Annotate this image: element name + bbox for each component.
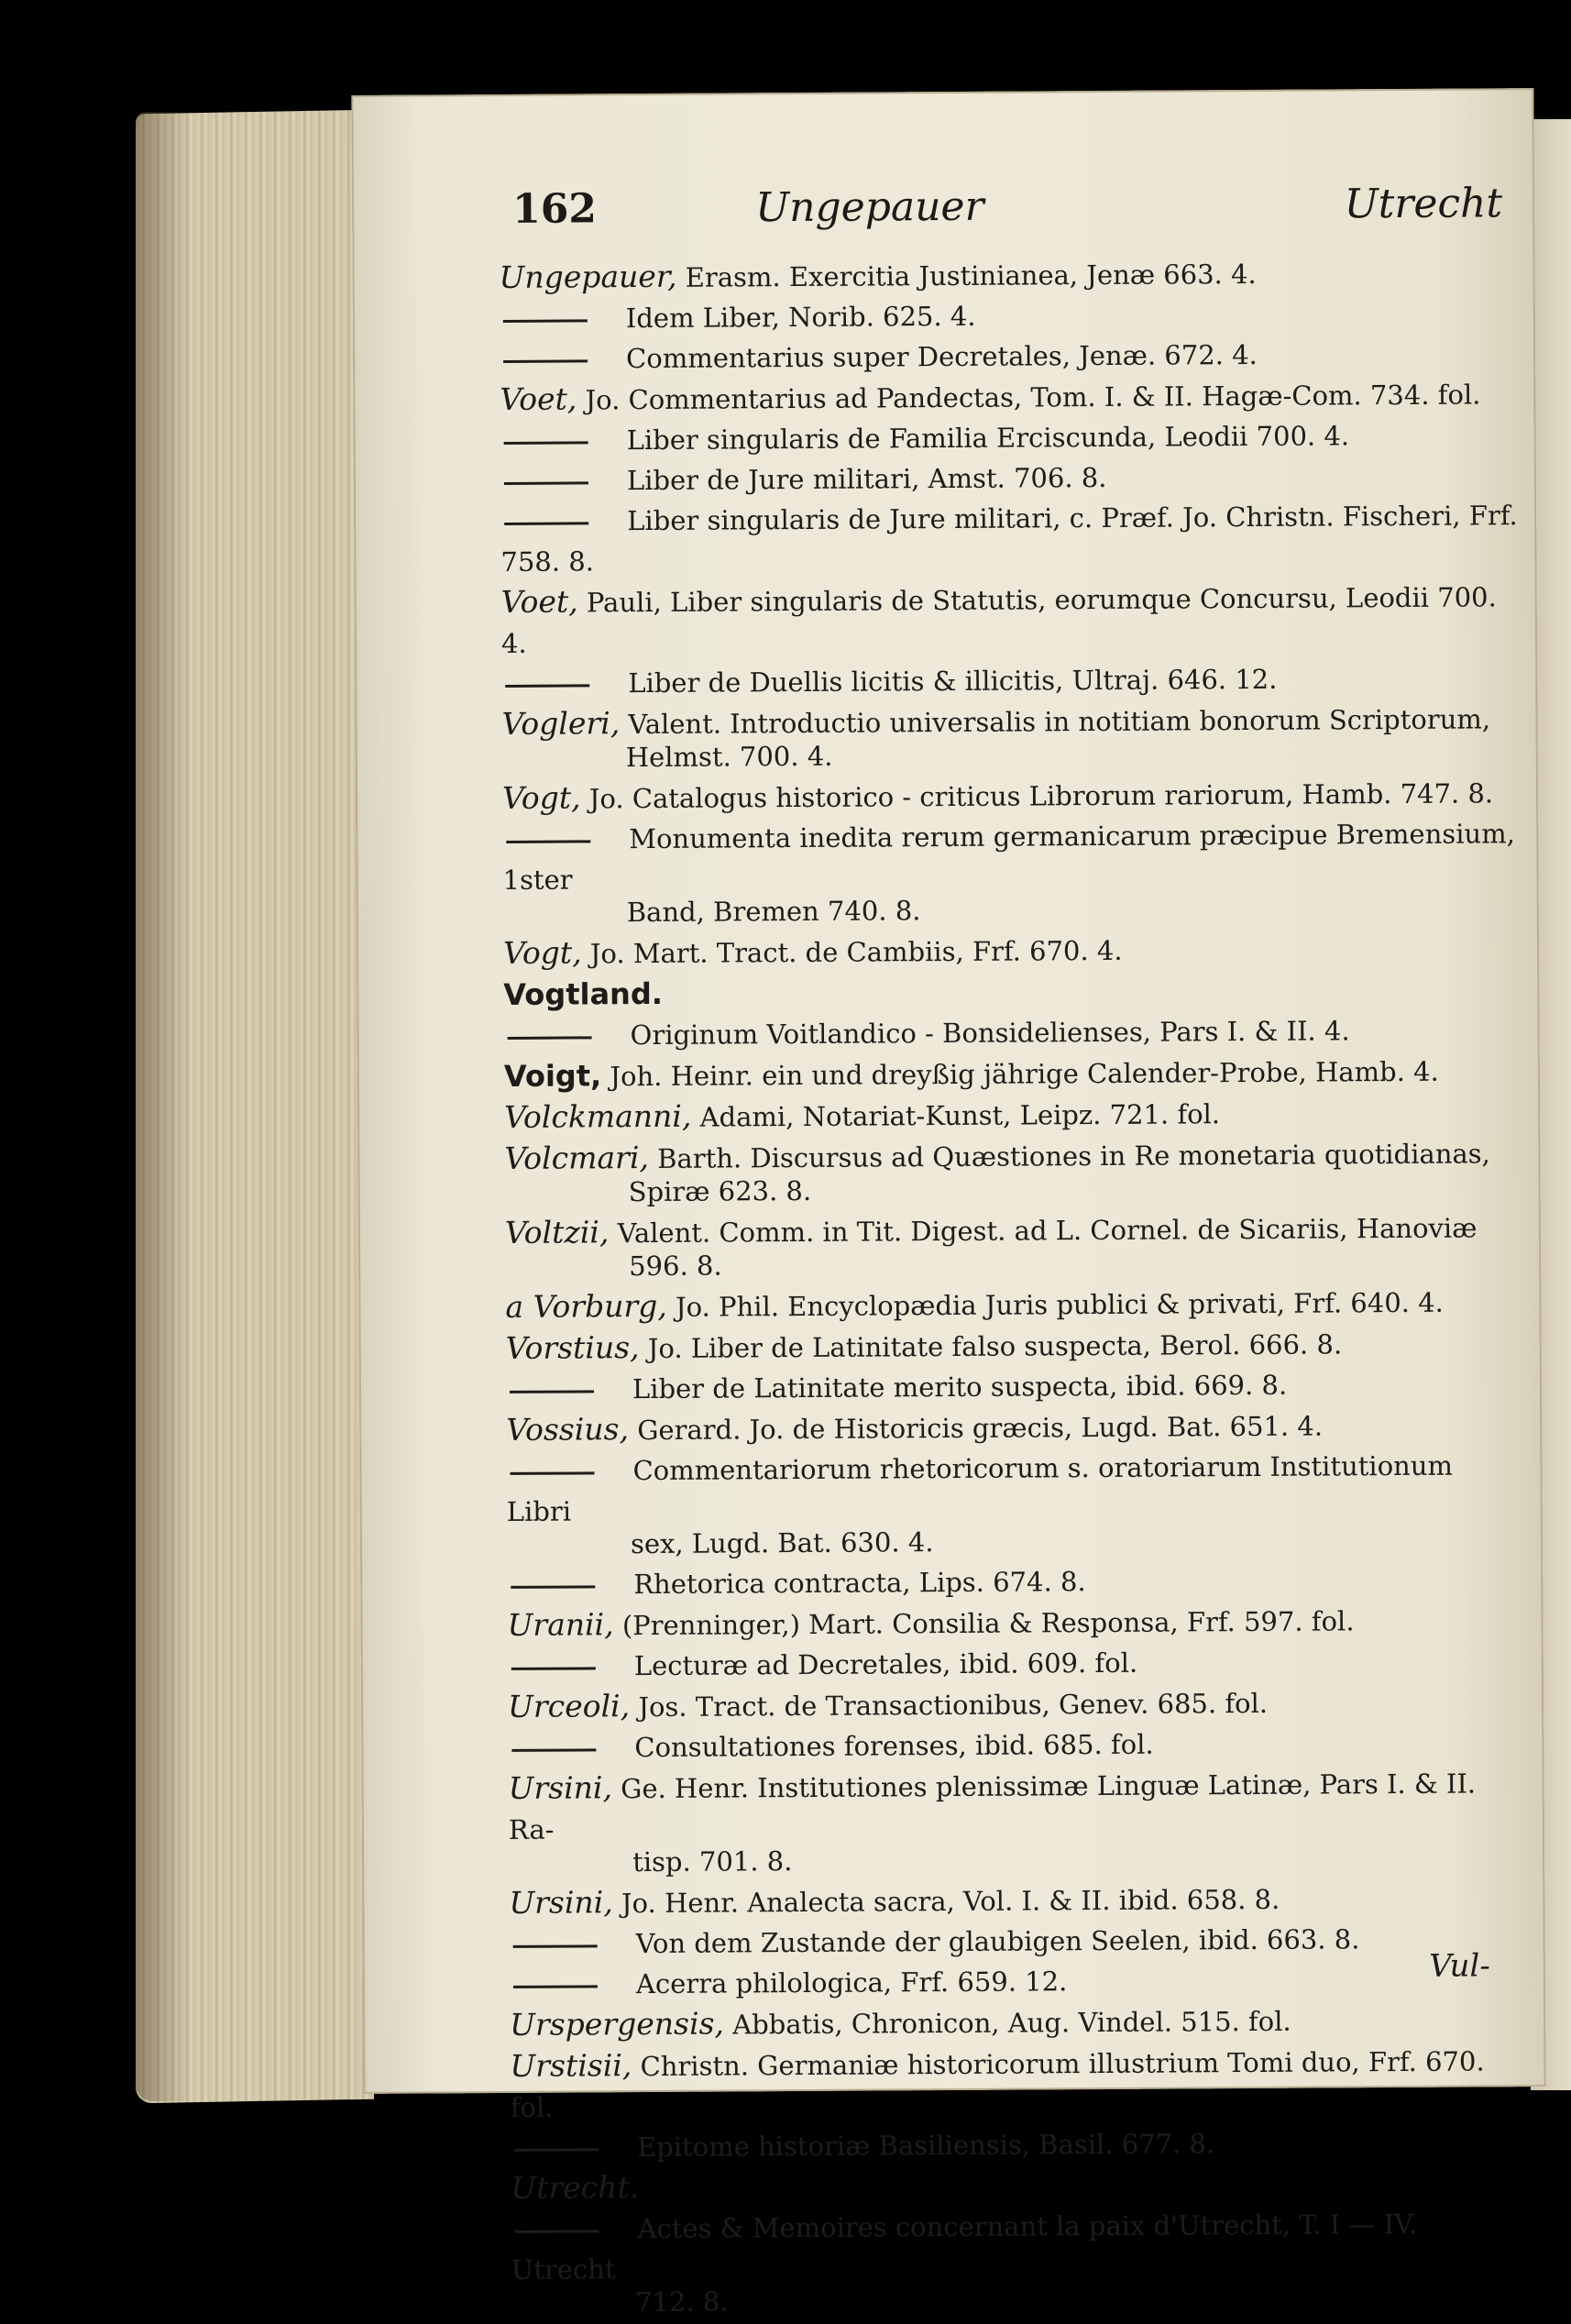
- entry-author: Volckmanni,: [504, 1097, 692, 1135]
- entry-author: Urceoli,: [507, 1688, 631, 1724]
- entry-author: a Vorburg,: [505, 1287, 667, 1325]
- entry-author: Ungepauer,: [499, 258, 677, 295]
- catalog-entry: [500, 292, 1517, 339]
- entry-text: (Prenninger,) Mart. Consilia & Responsa, Frf. 597. fol.: [613, 1605, 1355, 1642]
- catalog-entry: [510, 2040, 1528, 2128]
- ditto-dash: [515, 2230, 599, 2233]
- entry-text: Jo. Catalogus historico - criticus Librorum rariorum, Hamb. 747. 8.: [580, 777, 1494, 815]
- ditto-dash: [511, 1667, 596, 1670]
- entry-continuation: Band, Bremen 740. 8.: [626, 895, 921, 929]
- entry-author: Voet,: [500, 583, 578, 620]
- entry-author: Volcmari,: [504, 1139, 650, 1176]
- entry-continuation: Spiræ 623. 8.: [628, 1174, 812, 1208]
- catalog-entry: [508, 1680, 1525, 1728]
- entry-author: Voet,: [500, 380, 577, 417]
- entry-text: Jo. Phil. Encyclopædia Juris publici & privati, Frf. 640. 4.: [666, 1286, 1444, 1323]
- entry-continuation: 596. 8.: [629, 1250, 722, 1283]
- entry-text: Lecturæ ad Decretales, ibid. 609. fol.: [633, 1647, 1138, 1682]
- ditto-dash: [508, 1036, 592, 1040]
- ditto-dash: [513, 1944, 598, 1948]
- catalog-entry: [511, 2203, 1529, 2323]
- catalog-entry: [503, 1009, 1521, 1056]
- ditto-dash: [510, 1390, 594, 1393]
- entry-author: Ursini,: [508, 1769, 613, 1806]
- entry-text: Jo. Henr. Analecta sacra, Vol. I. & II. ibid. 658. 8.: [612, 1883, 1280, 1920]
- entry-continuation: sex, Lugd. Bat. 630. 4.: [630, 1526, 934, 1560]
- entry-heading: Voigt,: [503, 1058, 602, 1094]
- entry-text: Liber singularis de Jure militari, c. Præf. Jo. Christn. Fischeri, Frf. 758. 8.: [500, 500, 1518, 578]
- entry-author: Voltzii,: [504, 1214, 610, 1250]
- catalog-entry: [511, 2162, 1528, 2209]
- entry-text: Liber de Jure militari, Amst. 706. 8.: [626, 461, 1107, 497]
- catalog-entry: [510, 1918, 1527, 1965]
- entry-text: Christn. Germaniæ historicorum illustrium Tomi duo, Frf. 670. fol.: [510, 2045, 1485, 2123]
- catchword: Vul-: [1429, 1947, 1490, 1985]
- catalog-entry: [504, 1132, 1522, 1213]
- ditto-dash: [511, 1748, 596, 1752]
- catalog-entry: [502, 772, 1520, 820]
- entry-author: Urstisii,: [510, 2047, 632, 2084]
- entry-text: Valent. Comm. in Tit. Digest. ad L. Cornel. de Sicariis, Hanoviæ: [609, 1212, 1478, 1250]
- entry-text: Joh. Heinr. ein und dreyßig jährige Calender-Probe, Hamb. 4.: [601, 1055, 1439, 1093]
- catalog-entry: [501, 698, 1519, 778]
- entry-author: Ursini,: [509, 1884, 613, 1921]
- catalog-entry: [510, 1958, 1527, 2005]
- entry-text: Originum Voitlandico - Bonsidelienses, Pars I. & II. 4.: [630, 1015, 1350, 1052]
- catalog-entries: [499, 251, 1529, 2323]
- entry-text: Jo. Liber de Latinitate falso suspecta, Berol. 666. 8.: [639, 1328, 1343, 1365]
- ditto-dash: [513, 1985, 598, 1988]
- entry-author: Uranii,: [507, 1606, 614, 1643]
- entry-text: Liber de Latinitate merito suspecta, ibid. 669. 8.: [632, 1369, 1288, 1405]
- entry-text: Barth. Discursus ad Quæstiones in Re monetaria quotidianas,: [648, 1138, 1490, 1174]
- catalog-entry: [503, 927, 1521, 975]
- entry-continuation: 712. 8.: [634, 2285, 729, 2318]
- entry-author: Urspergensis,: [510, 2005, 725, 2043]
- entry-author: Vogt,: [501, 779, 581, 816]
- book-page: [351, 88, 1545, 2318]
- entry-text: Adami, Notariat-Kunst, Leipz. 721. fol.: [691, 1098, 1221, 1133]
- entry-text: Ge. Henr. Institutiones plenissimæ Linguæ Latinæ, Pars I. & II. Ra-: [508, 1768, 1477, 1845]
- entry-text: Commentarius super Decretales, Jenæ. 672. 4.: [626, 338, 1258, 375]
- catalog-entry: [507, 1599, 1524, 1647]
- catalog-entry: [509, 1877, 1526, 1924]
- catalog-entry: [507, 1559, 1524, 1605]
- entry-text: Idem Liber, Norib. 625. 4.: [625, 300, 976, 335]
- catalog-entry: [500, 455, 1518, 501]
- catalog-entry: [502, 813, 1521, 933]
- entry-text: Abbatis, Chronicon, Aug. Vindel. 515. fol.: [723, 2005, 1291, 2041]
- catalog-entry: [499, 251, 1516, 299]
- ditto-dash: [511, 1585, 595, 1589]
- ditto-dash: [514, 2148, 599, 2152]
- entry-continuation: tisp. 701. 8.: [632, 1845, 793, 1878]
- entry-text: Erasm. Exercitia Justinianea, Jenæ 663. 4.: [676, 258, 1257, 293]
- entry-text: Valent. Introductio universalis in notitiam bonorum Scriptorum,: [620, 703, 1491, 741]
- catalog-entry: [505, 1281, 1522, 1328]
- catalog-entry: [504, 1091, 1522, 1139]
- entry-text: Acerra philologica, Frf. 659. 12.: [635, 1966, 1068, 2000]
- ditto-dash: [504, 481, 588, 485]
- entry-text: Epitome historiæ Basiliensis, Basil. 677. 8.: [636, 2128, 1215, 2164]
- entry-text: Liber singularis de Familia Erciscunda, Leodii 700. 4.: [626, 420, 1350, 457]
- catalog-entry: [511, 2121, 1528, 2168]
- entry-text: Jos. Tract. de Transactionibus, Genev. 685. fol.: [630, 1687, 1269, 1724]
- ditto-dash: [505, 684, 589, 688]
- ditto-dash: [511, 1471, 595, 1475]
- entry-author: Utrecht.: [511, 2169, 640, 2206]
- catalog-entry: [506, 1363, 1523, 1410]
- header-left-word: Ungepauer: [754, 182, 984, 232]
- catalog-entry: [500, 495, 1519, 582]
- entry-text: Pauli, Liber singularis de Statutis, eorumque Concursu, Leodii 700. 4.: [500, 581, 1497, 659]
- entry-text: Actes & Memoires concernant la paix d'Utrecht, T. I — IV. Utrecht: [511, 2208, 1418, 2285]
- ditto-dash: [503, 359, 588, 363]
- catalog-entry: [505, 1206, 1522, 1287]
- entry-continuation: Helmst. 700. 4.: [625, 740, 833, 774]
- ditto-dash: [504, 522, 588, 525]
- entry-author: Vogleri,: [501, 705, 621, 742]
- entry-text: Von dem Zustande der glaubigen Seelen, ibid. 663. 8.: [635, 1923, 1360, 1960]
- catalog-entry: [506, 1322, 1523, 1370]
- page-number: 162: [511, 185, 598, 233]
- catalog-entry: [506, 1404, 1523, 1451]
- ditto-dash: [506, 840, 590, 843]
- entry-text: Monumenta inedita rerum germanicarum præcipue Bremensium, 1ster: [502, 818, 1515, 896]
- entry-text: Commentariorum rhetoricorum s. oratoriarum Institutionum Libri: [506, 1449, 1454, 1527]
- catalog-entry: [500, 333, 1517, 380]
- header-right-word: Utrecht: [1344, 180, 1503, 228]
- catalog-entry: [500, 373, 1517, 421]
- catalog-entry: [508, 1640, 1525, 1687]
- entry-text: Liber de Duellis licitis & illicitis, Ultraj. 646. 12.: [628, 663, 1278, 699]
- entry-heading: Vogtland.: [503, 975, 664, 1012]
- page-edge-shadow: [136, 112, 191, 2101]
- catalog-entry: [501, 576, 1520, 664]
- catalog-entry: [501, 657, 1519, 704]
- entry-text: Gerard. Jo. de Historicis græcis, Lugd. Bat. 651. 4.: [628, 1410, 1324, 1447]
- entry-text: Jo. Commentarius ad Pandectas, Tom. I. & II. Hagæ-Com. 734. fol.: [577, 379, 1481, 416]
- entry-text: Jo. Mart. Tract. de Cambiis, Frf. 670. 4.: [581, 934, 1123, 970]
- entry-author: Vorstius,: [505, 1329, 640, 1366]
- catalog-entry: [508, 1722, 1525, 1768]
- running-header: [512, 180, 1502, 259]
- ditto-dash: [504, 441, 588, 445]
- entry-author: Vogt,: [502, 934, 582, 971]
- entry-text: Consultationes forenses, ibid. 685. fol.: [634, 1728, 1154, 1764]
- catalog-entry: [510, 1999, 1527, 2046]
- catalog-entry: [509, 1762, 1527, 1883]
- ditto-dash: [503, 319, 588, 323]
- entry-text: Rhetorica contracta, Lips. 674. 8.: [633, 1566, 1086, 1601]
- catalog-entry: [503, 968, 1521, 1016]
- catalog-entry: [504, 1050, 1522, 1097]
- catalog-entry: [506, 1445, 1524, 1565]
- catalog-entry: [500, 414, 1518, 461]
- entry-author: Vossius,: [506, 1411, 630, 1448]
